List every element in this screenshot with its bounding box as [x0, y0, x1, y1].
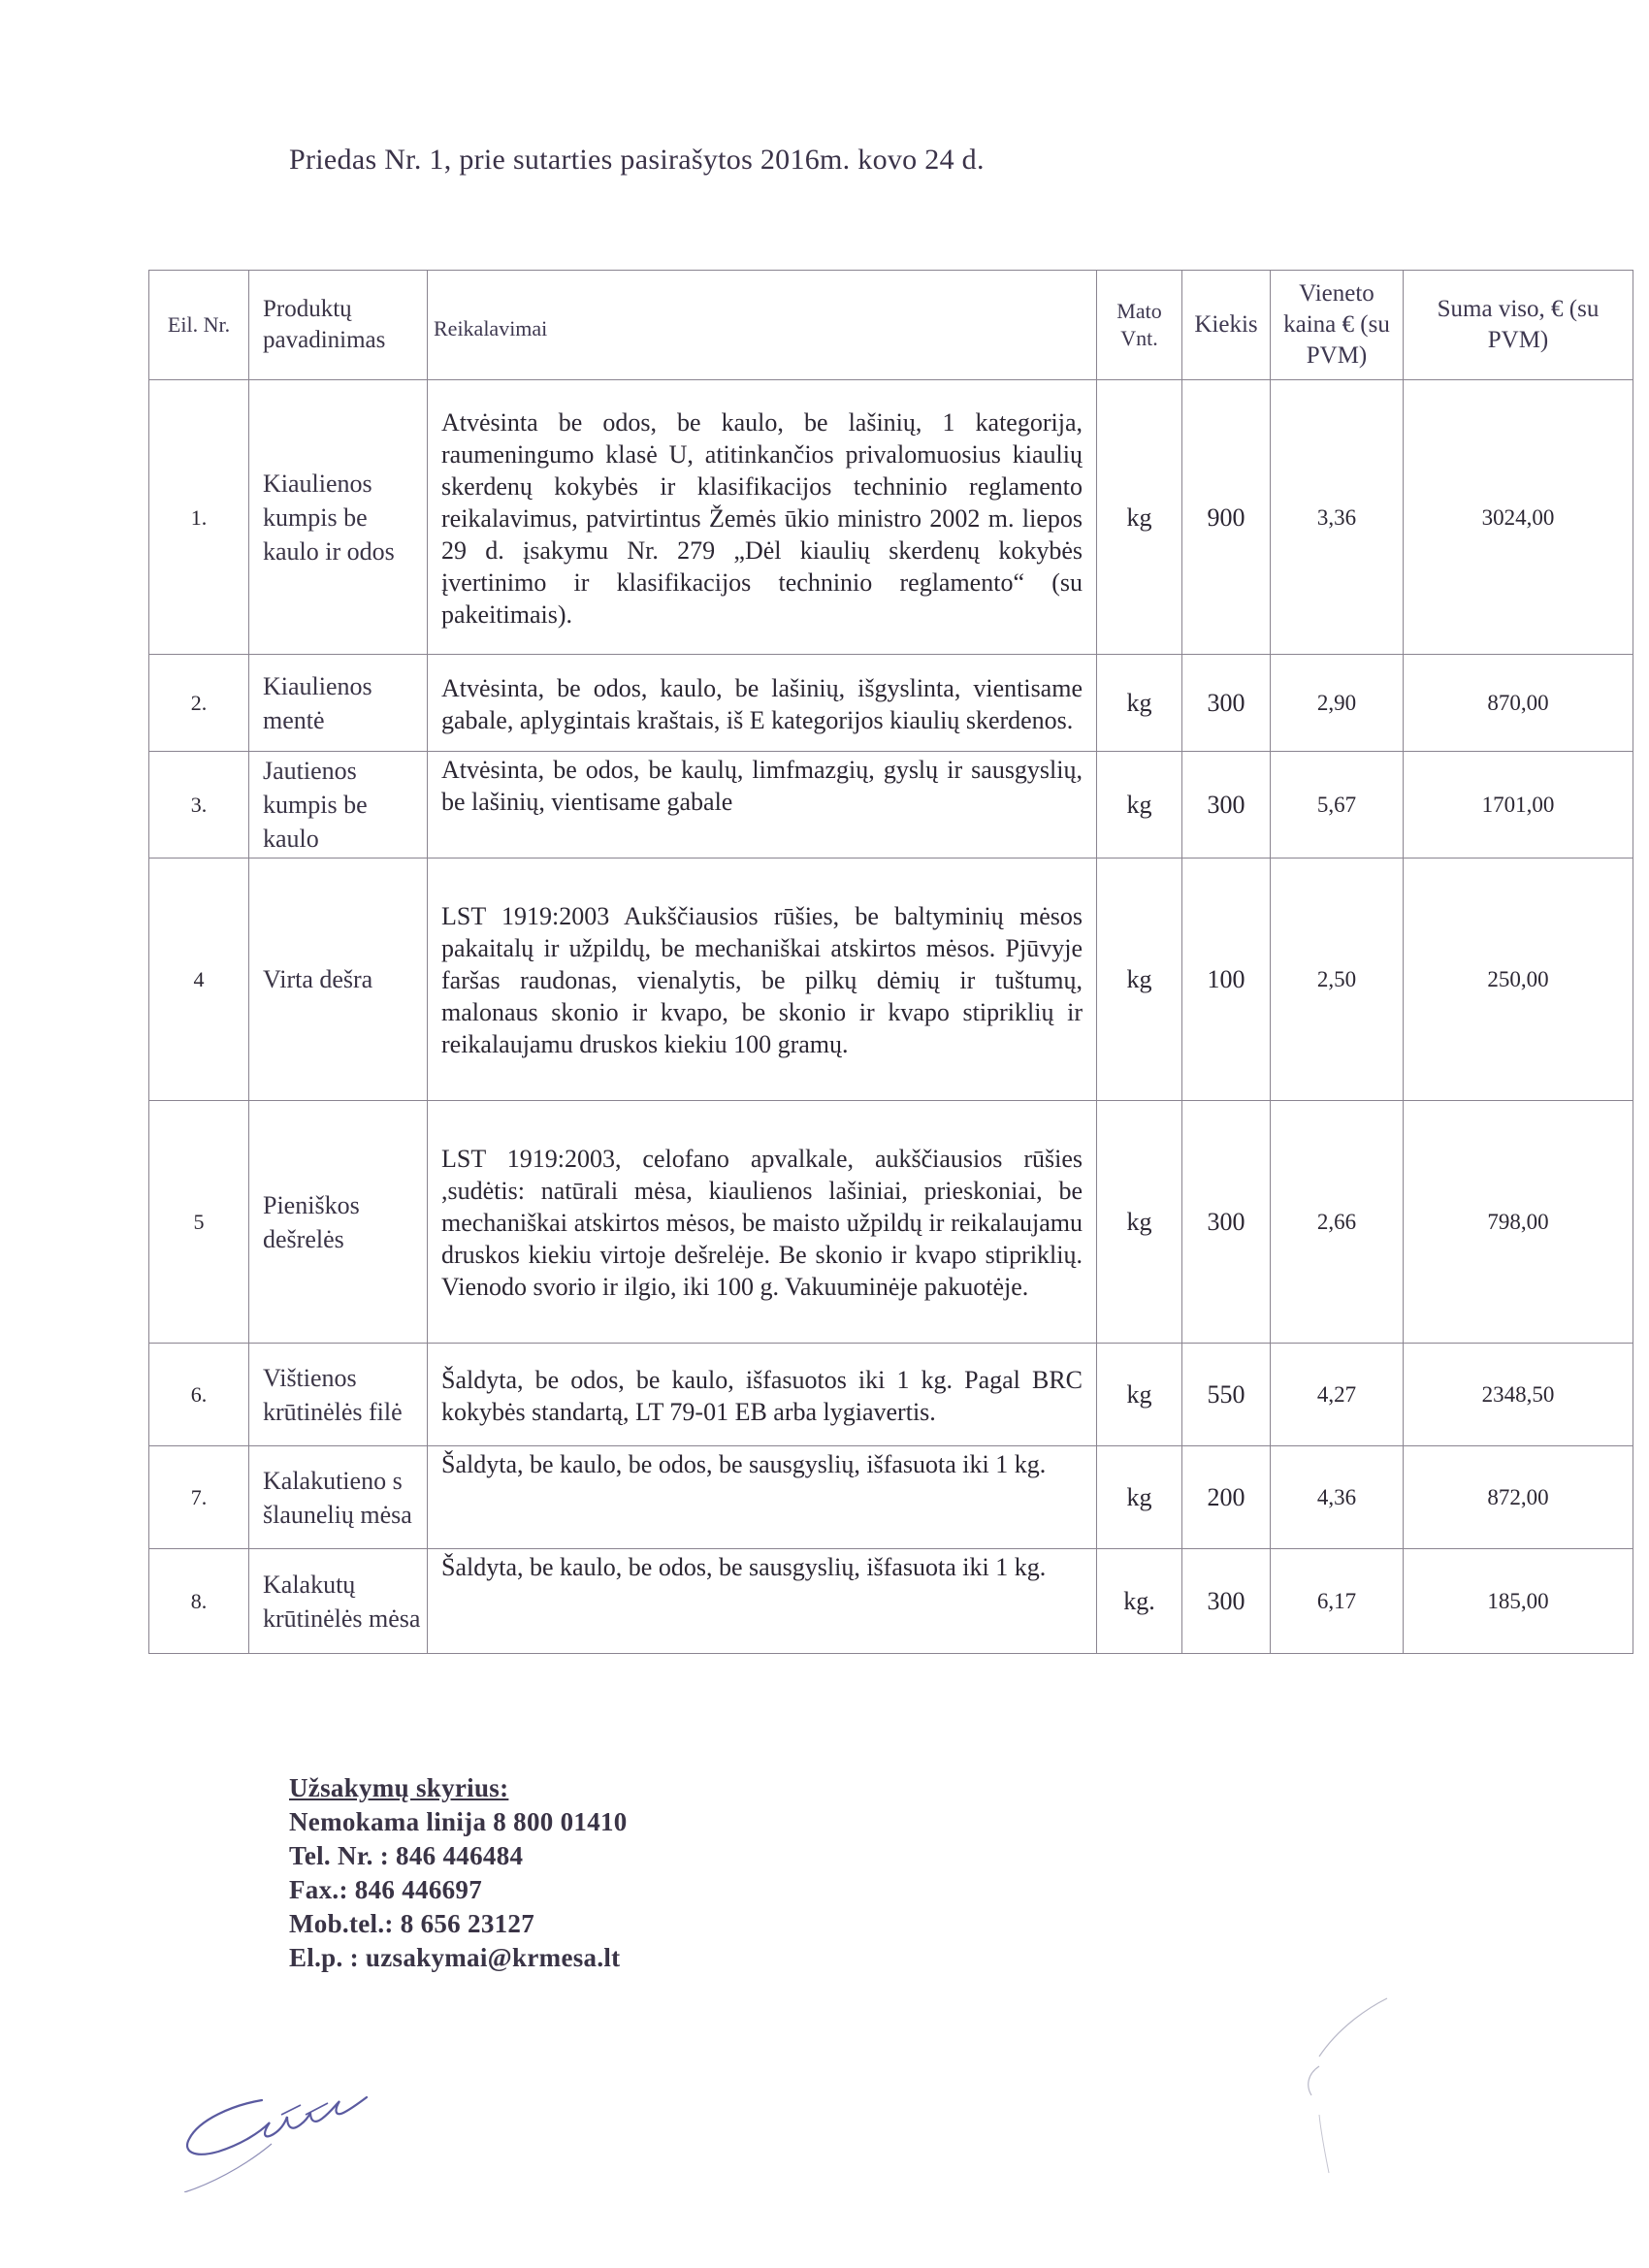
row-requirements: Atvėsinta, be odos, be kaulų, limfmazgių, gyslų ir sausgyslių, be lašinių, vientisame gabale: [428, 752, 1097, 859]
signature-icon: [97, 1960, 446, 2192]
row-requirements: Šaldyta, be odos, be kaulo, išfasuotos iki 1 kg. Pagal BRC kokybės standartą, LT 79-01 EB arba lygiavertis.: [428, 1344, 1097, 1446]
row-unit-price: 2,66: [1271, 1101, 1404, 1344]
row-name: Kalakutų krūtinėlės mėsa: [249, 1549, 428, 1654]
row-nr: 1.: [149, 380, 249, 655]
header-unit: Mato Vnt.: [1097, 271, 1182, 380]
row-quantity: 300: [1182, 655, 1271, 752]
table-row: [149, 380, 1633, 655]
row-total: 3024,00: [1404, 380, 1633, 655]
row-unit: kg: [1097, 655, 1182, 752]
row-unit-price: 6,17: [1271, 1549, 1404, 1654]
contacts-title: Užsakymų skyrius:: [289, 1773, 509, 1802]
table-row: [149, 1549, 1633, 1654]
products-table: [148, 270, 1633, 1654]
row-unit-price: 3,36: [1271, 380, 1404, 655]
header-unit-price: Vieneto kaina € (su PVM): [1271, 271, 1404, 380]
contact-line: Mob.tel.: 8 656 23127: [289, 1909, 535, 1938]
header-quantity: Kiekis: [1182, 271, 1271, 380]
row-unit: kg: [1097, 1446, 1182, 1549]
row-name: Kiaulienos mentė: [249, 655, 428, 752]
header-requirements: Reikalavimai: [428, 271, 1097, 380]
table-row: [149, 1344, 1633, 1446]
row-unit: kg.: [1097, 1549, 1182, 1654]
table-row: [149, 1446, 1633, 1549]
row-total: 185,00: [1404, 1549, 1633, 1654]
table-row: [149, 752, 1633, 859]
row-requirements: Atvėsinta, be odos, kaulo, be lašinių, išgyslinta, vientisame gabale, aplygintais kraštais, iš E kategorijos kiaulių skerdenos.: [428, 655, 1097, 752]
row-quantity: 300: [1182, 1549, 1271, 1654]
header-total: Suma viso, € (su PVM): [1404, 271, 1633, 380]
row-quantity: 300: [1182, 1101, 1271, 1344]
row-name: Virta dešra: [249, 859, 428, 1101]
row-requirements: Šaldyta, be kaulo, be odos, be sausgyslių, išfasuota iki 1 kg.: [428, 1549, 1097, 1654]
row-total: 872,00: [1404, 1446, 1633, 1549]
row-nr: 3.: [149, 752, 249, 859]
row-unit-price: 5,67: [1271, 752, 1404, 859]
table-row: [149, 1101, 1633, 1344]
contacts-block: [289, 1771, 628, 1975]
row-total: 2348,50: [1404, 1344, 1633, 1446]
row-total: 798,00: [1404, 1101, 1633, 1344]
row-requirements: LST 1919:2003, celofano apvalkale, aukščiausios rūšies ,sudėtis: natūrali mėsa, kiaulienos lašiniai, prieskoniai, be mechaniškai atskirtos mėsos, be maisto užpildų ir reikalaujamu druskos kiekiu virtoje dešrelėje. Be skonio ir kvapo stipriklių. Vienodo svorio ir ilgio, iki 100 g. Vakuuminėje pakuotėje.: [428, 1101, 1097, 1344]
row-unit-price: 2,90: [1271, 655, 1404, 752]
row-quantity: 300: [1182, 752, 1271, 859]
row-name: Pieniškos dešrelės: [249, 1101, 428, 1344]
row-total: 250,00: [1404, 859, 1633, 1101]
row-quantity: 200: [1182, 1446, 1271, 1549]
row-name: Jautienos kumpis be kaulo: [249, 752, 428, 859]
row-requirements: Atvėsinta be odos, be kaulo, be lašinių, 1 kategorija, raumeningumo klasė U, atitinkančios privalomuosius kiaulių skerdenų kokybės ir klasifikacijos techninio reglamento reikalavimus, patvirtintus Žemės ūkio ministro 2002 m. liepos 29 d. įsakymu Nr. 279 „Dėl kiaulių skerdenų kokybės įvertinimo ir klasifikacijos techninio reglamento“ (su pakeitimais).: [428, 380, 1097, 655]
row-nr: 4: [149, 859, 249, 1101]
row-unit-price: 4,36: [1271, 1446, 1404, 1549]
contact-line: Fax.: 846 446697: [289, 1875, 483, 1904]
row-name: Vištienos krūtinėlės filė: [249, 1344, 428, 1446]
row-unit: kg: [1097, 1344, 1182, 1446]
row-name: Kalakutieno s šlaunelių mėsa: [249, 1446, 428, 1549]
contact-line: El.p. : uzsakymai@krmesa.lt: [289, 1943, 621, 1972]
contact-line: Nemokama linija 8 800 01410: [289, 1807, 628, 1836]
row-nr: 5: [149, 1101, 249, 1344]
row-unit-price: 2,50: [1271, 859, 1404, 1101]
row-total: 870,00: [1404, 655, 1633, 752]
row-nr: 6.: [149, 1344, 249, 1446]
header-name: Produktų pavadinimas: [249, 271, 428, 380]
row-name: Kiaulienos kumpis be kaulo ir odos: [249, 380, 428, 655]
row-nr: 7.: [149, 1446, 249, 1549]
row-quantity: 900: [1182, 380, 1271, 655]
pen-marks-icon: [1261, 1960, 1455, 2192]
table-row: [149, 655, 1633, 752]
row-unit: kg: [1097, 752, 1182, 859]
row-quantity: 100: [1182, 859, 1271, 1101]
row-unit-price: 4,27: [1271, 1344, 1404, 1446]
row-nr: 8.: [149, 1549, 249, 1654]
table-header-row: [149, 271, 1633, 380]
row-requirements: Šaldyta, be kaulo, be odos, be sausgyslių, išfasuota iki 1 kg.: [428, 1446, 1097, 1549]
table-row: [149, 859, 1633, 1101]
row-quantity: 550: [1182, 1344, 1271, 1446]
row-unit: kg: [1097, 859, 1182, 1101]
row-nr: 2.: [149, 655, 249, 752]
row-total: 1701,00: [1404, 752, 1633, 859]
row-requirements: LST 1919:2003 Aukščiausios rūšies, be baltyminių mėsos pakaitalų ir užpildų, be mechaniškai atskirtos mėsos. Pjūvyje faršas raudonas, vienalytis, be pilkų dėmių ir tuštumų, malonaus skonio ir kvapo, be skonio ir kvapo stipriklių ir reikalaujamu druskos kiekiu 100 gramų.: [428, 859, 1097, 1101]
row-unit: kg: [1097, 1101, 1182, 1344]
document-heading: Priedas Nr. 1, prie sutarties pasirašytos 2016m. kovo 24 d.: [289, 144, 985, 176]
contact-line: Tel. Nr. : 846 446484: [289, 1841, 524, 1870]
row-unit: kg: [1097, 380, 1182, 655]
header-nr: Eil. Nr.: [149, 271, 249, 380]
